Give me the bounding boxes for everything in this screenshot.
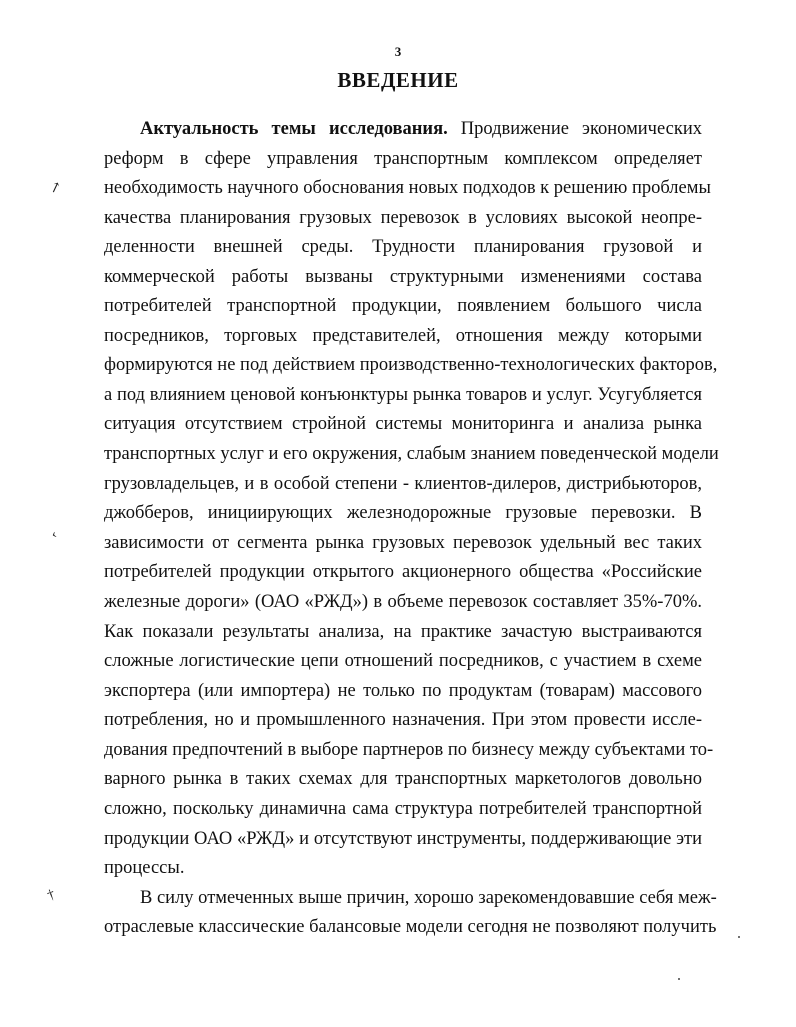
- paragraph-1-line-9: а под влиянием ценовой конъюнктуры рынка товаров и услуг. Усугубляется: [104, 385, 702, 405]
- paragraph-1-line-1: реформ в сфере управления транспортным комплексом определяет: [104, 149, 702, 169]
- paragraph-1-line-20: потребления, но и промышленного назначения. При этом провести иссле-: [104, 710, 702, 730]
- paragraph-1-line-8: формируются не под действием производственно-технологических факторов,: [104, 355, 718, 375]
- paragraph-1-line-17: Как показали результаты анализа, на практике зачастую выстраиваются: [104, 622, 702, 642]
- paragraph-2-line-1: отраслевые классические балансовые модели сегодня не позволяют получить: [104, 917, 717, 937]
- page-number: 3: [394, 44, 402, 59]
- paragraph-1-line-0: [140, 117, 702, 141]
- paragraph-1-line-18: сложные логистические цепи отношений посредников, с участием в схеме: [104, 651, 702, 671]
- paragraph-1-line-3: качества планирования грузовых перевозок в условиях высокой неопре-: [104, 208, 702, 228]
- paragraph-1-line-5: коммерческой работы вызваны структурными изменениями состава: [104, 267, 702, 287]
- paragraph-1-line-7: посредников, торговых представителей, отношения между которыми: [104, 326, 702, 346]
- paragraph-1-lead: Актуальность темы исследования.: [140, 119, 448, 139]
- paragraph-1-line-6: потребителей транспортной продукции, появлением большого числа: [104, 296, 702, 316]
- paragraph-1-line-14: зависимости от сегмента рынка грузовых перевозок удельный вес таких: [104, 533, 702, 553]
- section-heading: ВВЕДЕНИЕ: [337, 68, 459, 92]
- paragraph-1-line-23: сложно, поскольку динамична сама структура потребителей транспортной: [104, 799, 702, 819]
- paragraph-1-line-16: железные дороги» (ОАО «РЖД») в объеме перевозок составляет 35%-70%.: [104, 592, 702, 612]
- paragraph-1-line-12: грузовладельцев, и в особой степени - клиентов-дилеров, дистрибьюторов,: [104, 474, 702, 494]
- paragraph-1-line-22: варного рынка в таких схемах для транспортных маркетологов довольно: [104, 769, 702, 789]
- paragraph-1-line-2: необходимость научного обоснования новых подходов к решению проблемы: [104, 178, 711, 198]
- paragraph-1-line-11: транспортных услуг и его окружения, слабым знанием поведенческой модели: [104, 444, 719, 464]
- paragraph-1-line-4: деленности внешней среды. Трудности планирования грузовой и: [104, 237, 702, 257]
- scan-dot-icon: [738, 936, 740, 938]
- paragraph-1-line-25: процессы.: [104, 858, 185, 878]
- paragraph-1-line-21: дования предпочтений в выборе партнеров по бизнесу между субъектами то-: [104, 740, 714, 760]
- margin-mark-icon: †: [45, 887, 58, 904]
- paragraph-1-line-15: потребителей продукции открытого акционерного общества «Российские: [104, 562, 702, 582]
- margin-mark-icon: ↗: [47, 179, 64, 198]
- scan-dot-icon: [678, 978, 680, 980]
- paragraph-1-line-19: экспортера (или импортера) не только по продуктам (товарам) массового: [104, 681, 702, 701]
- paragraph-1-first-line-rest: Продвижение экономических: [447, 119, 702, 139]
- margin-mark-icon: ‹: [49, 526, 59, 543]
- paragraph-2-line-0: В силу отмеченных выше причин, хорошо зарекомендовавшие себя меж-: [140, 888, 717, 908]
- paragraph-1-line-24: продукции ОАО «РЖД» и отсутствуют инструменты, поддерживающие эти: [104, 829, 702, 849]
- paragraph-1-line-10: ситуация отсутствием стройной системы мониторинга и анализа рынка: [104, 414, 702, 434]
- paragraph-1-line-13: джобберов, инициирующих железнодорожные грузовые перевозки. В: [104, 503, 702, 523]
